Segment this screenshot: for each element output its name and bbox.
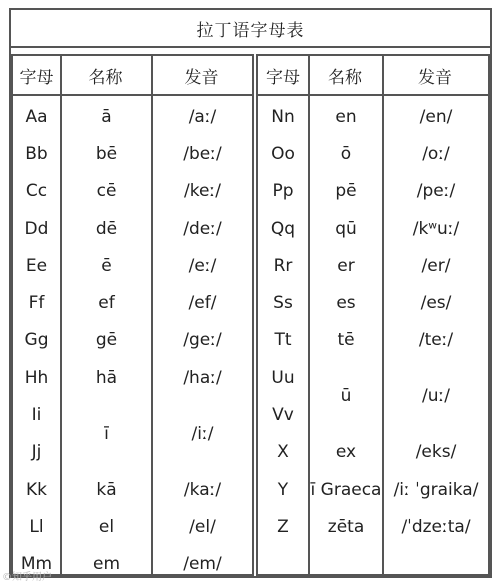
header-pronunciation: 发音 bbox=[382, 56, 488, 96]
pronunciation-cell: /oː/ bbox=[422, 143, 450, 164]
name-cell: ō bbox=[340, 143, 352, 164]
pronunciation-cell: /kʷuː/ bbox=[412, 218, 460, 239]
letter-cell: Ll bbox=[29, 516, 44, 537]
pronunciation-cell: /ef/ bbox=[188, 293, 217, 314]
pronunciation-cell: /eː/ bbox=[188, 255, 217, 276]
name-cell: bē bbox=[95, 143, 118, 164]
pronunciation-cell: /kaː/ bbox=[183, 479, 222, 500]
pronunciation-cell: /iː/ bbox=[191, 423, 214, 444]
letter-cell: Kk bbox=[26, 479, 47, 500]
left-table bbox=[11, 54, 254, 576]
name-cell: tē bbox=[337, 330, 355, 351]
letter-cell: Ii bbox=[31, 405, 42, 426]
header-letter: 字母 bbox=[258, 56, 308, 96]
pronunciation-cell: /keː/ bbox=[184, 181, 221, 202]
letter-cell: Pp bbox=[272, 181, 294, 202]
header-name: 名称 bbox=[308, 56, 382, 96]
name-cell: kā bbox=[96, 479, 117, 500]
name-cell: er bbox=[337, 255, 355, 276]
name-cell: em bbox=[92, 554, 121, 575]
name-cell: ex bbox=[335, 442, 357, 463]
name-cell: ī Graeca bbox=[310, 479, 382, 500]
letter-cell: Uu bbox=[271, 367, 295, 388]
letter-cell: Dd bbox=[24, 218, 49, 239]
pronunciation-cell: /teː/ bbox=[418, 330, 454, 351]
pronunciation-cell: /en/ bbox=[419, 106, 453, 127]
right-table bbox=[256, 54, 490, 576]
letter-cell: Aa bbox=[25, 106, 48, 127]
letter-cell: Qq bbox=[270, 218, 296, 239]
letter-cell: Rr bbox=[273, 255, 293, 276]
name-cell: ī bbox=[104, 423, 109, 444]
letter-cell: Mm bbox=[20, 554, 53, 575]
name-cell: ū bbox=[340, 386, 352, 407]
letter-cell: Nn bbox=[271, 106, 295, 127]
pronunciation-cell: /em/ bbox=[183, 554, 222, 575]
name-cell: dē bbox=[95, 218, 118, 239]
pronunciation-cell bbox=[384, 546, 488, 583]
name-cell: cē bbox=[96, 181, 117, 202]
pronunciation-cell: /uː/ bbox=[422, 386, 450, 407]
name-cell: en bbox=[335, 106, 357, 127]
letter-cell: Hh bbox=[24, 367, 49, 388]
letter-cell: Y bbox=[277, 479, 289, 500]
letter-cell: Z bbox=[277, 516, 289, 537]
pronunciation-cell: /peː/ bbox=[416, 181, 456, 202]
pronunciation-cell: /ˈdzeːta/ bbox=[401, 516, 471, 537]
pronunciation-cell: /haː/ bbox=[183, 367, 222, 388]
name-cell: pē bbox=[335, 181, 357, 202]
letter-cell: Ff bbox=[28, 293, 45, 314]
letter-cell: Gg bbox=[24, 330, 49, 351]
name-cell: ē bbox=[101, 255, 112, 276]
letter-cell: Tt bbox=[274, 330, 292, 351]
alphabet-table bbox=[9, 8, 492, 578]
pronunciation-cell: /beː/ bbox=[183, 143, 222, 164]
header-name: 名称 bbox=[60, 56, 151, 96]
name-cell: gē bbox=[95, 330, 118, 351]
letter-cell: Jj bbox=[31, 442, 42, 463]
letter-cell: Ee bbox=[25, 255, 48, 276]
header-pronunciation: 发音 bbox=[151, 56, 252, 96]
letter-cell: Bb bbox=[25, 143, 48, 164]
name-cell: ef bbox=[98, 293, 115, 314]
pronunciation-cell: /iː ˈgraika/ bbox=[393, 479, 479, 500]
letter-cell: X bbox=[277, 442, 289, 463]
letter-cell: Cc bbox=[25, 181, 48, 202]
name-cell: el bbox=[98, 516, 115, 537]
pronunciation-cell: /es/ bbox=[420, 293, 452, 314]
pronunciation-cell: /deː/ bbox=[183, 218, 222, 239]
name-cell: es bbox=[336, 293, 356, 314]
pronunciation-cell: /el/ bbox=[189, 516, 216, 537]
name-cell: hā bbox=[95, 367, 118, 388]
pronunciation-cell: /aː/ bbox=[188, 106, 217, 127]
watermark: ©知乎用户 bbox=[2, 572, 52, 583]
letter-cell: Ss bbox=[273, 293, 293, 314]
letter-cell: Oo bbox=[271, 143, 295, 164]
name-cell: qū bbox=[335, 218, 357, 239]
table-title: 拉丁语字母表 bbox=[11, 10, 490, 48]
name-cell: ā bbox=[101, 106, 112, 127]
name-cell: zēta bbox=[327, 516, 365, 537]
letter-cell bbox=[258, 546, 308, 583]
pronunciation-cell: /geː/ bbox=[183, 330, 222, 351]
pronunciation-cell: /er/ bbox=[421, 255, 451, 276]
pronunciation-cell: /eks/ bbox=[415, 442, 457, 463]
letter-cell: Vv bbox=[272, 405, 294, 426]
header-letter: 字母 bbox=[13, 56, 60, 96]
name-cell bbox=[310, 546, 382, 583]
